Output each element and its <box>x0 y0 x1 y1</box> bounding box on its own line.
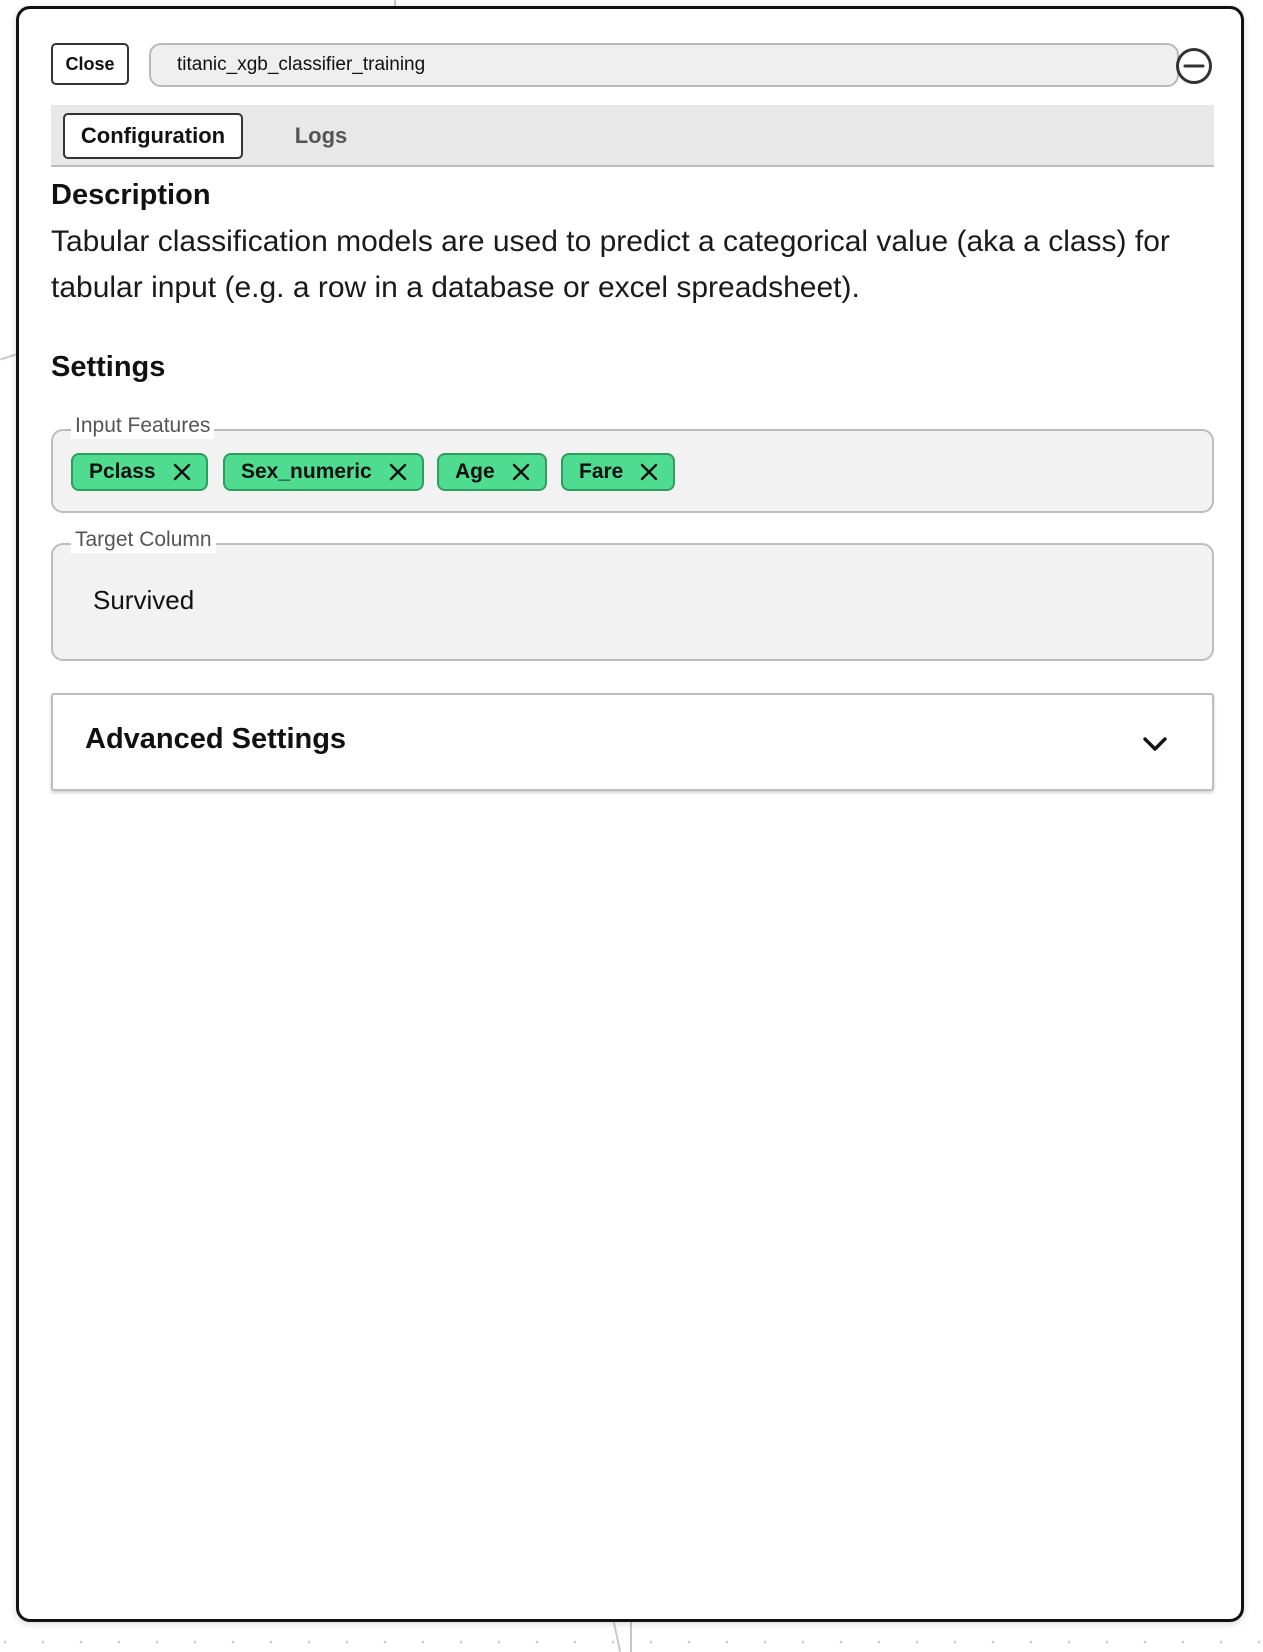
job-config-panel <box>16 6 1244 1622</box>
feature-chip-label: Sex_numeric <box>241 460 372 483</box>
input-features-label: Input Features <box>71 413 214 439</box>
job-name-input[interactable] <box>149 43 1179 87</box>
feature-chip-label: Age <box>455 460 495 483</box>
target-column-value: Survived <box>93 585 195 615</box>
feature-chip-label: Pclass <box>89 460 156 483</box>
description-text: Tabular classification models are used to predict a categorical value (aka a class) for tabular input (e.g. a row in a database or excel spreadsheet). <box>51 225 1170 304</box>
tab-logs[interactable]: Logs <box>294 123 348 148</box>
advanced-settings-accordion[interactable] <box>51 693 1214 791</box>
feature-chip <box>223 453 424 491</box>
target-column-label: Target Column <box>71 527 216 553</box>
feature-chip <box>561 453 675 491</box>
chevron-down-icon[interactable] <box>1140 729 1170 759</box>
canvas-edge-line <box>0 354 16 361</box>
settings-heading: Settings <box>51 351 166 383</box>
feature-chip <box>71 453 208 491</box>
target-column-field[interactable] <box>51 528 1214 661</box>
tab-configuration[interactable]: Configuration <box>63 113 243 159</box>
input-features-field[interactable] <box>51 414 1214 513</box>
feature-chip-label: Fare <box>579 460 624 483</box>
close-button[interactable]: Close <box>51 43 129 85</box>
close-x-icon[interactable] <box>172 462 192 482</box>
feature-chip <box>437 453 547 491</box>
close-x-icon[interactable] <box>639 462 659 482</box>
description-heading: Description <box>51 179 211 211</box>
close-x-icon[interactable] <box>511 462 531 482</box>
close-x-icon[interactable] <box>388 462 408 482</box>
tab-bar <box>51 105 1214 167</box>
minus-circle-icon[interactable] <box>1175 47 1213 85</box>
advanced-settings-title: Advanced Settings <box>85 723 347 755</box>
canvas-edge-line <box>630 1622 632 1652</box>
